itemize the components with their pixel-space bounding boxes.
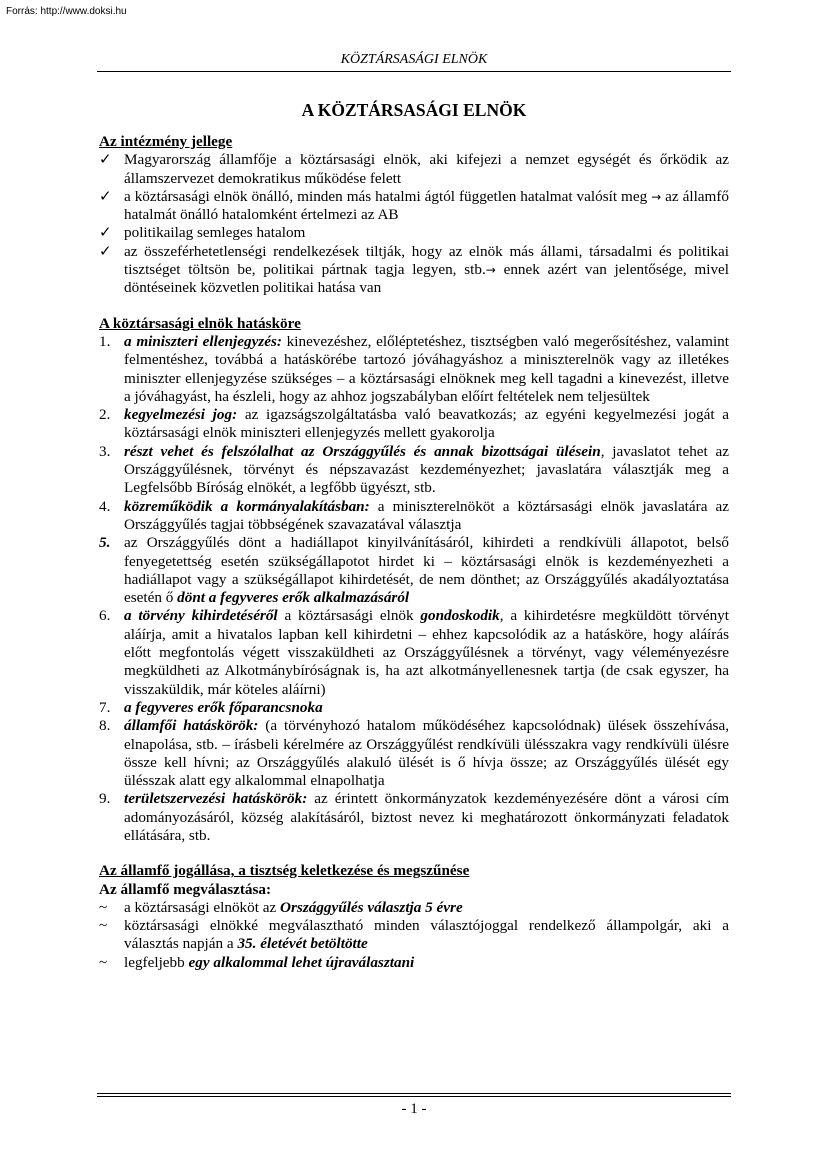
- page-number: - 1 -: [401, 1101, 427, 1117]
- section-heading-character: Az intézmény jellege: [99, 133, 233, 150]
- list-item: 8. államfői hatáskörök: (a törvényhozó hatalom működéséhez kapcsolódnak) ülések összehívása, elnapolása, stb. – írásbeli kérelmére az Országgyűlést rendkívüli ülésszakra vagy rendkívüli ülésre össze kell hívni; az Országgyűlés alakuló ülését is ő hívja össze; az Országgyűlés ülését egy ülésszak alatt egy alkalommal elnapolhatja: [99, 717, 730, 790]
- item-number: 7.: [99, 698, 111, 716]
- item-number: 1.: [99, 332, 111, 350]
- powers-list: [99, 333, 729, 845]
- list-item: 5. az Országgyűlés dönt a hadiállapot kinyilvánításáról, kihirdeti a rendkívüli állapotot, belső fenyegetettség esetén szükségállapotot hirdet ki – köztársasági elnök is kezdeményezheti a hadiállapot vagy a szükségállapot kihirdetését, de nem dönthet; az Országgyűlés akadályoztatása esetén ő dönt a fegyveres erők alkalmazásáról: [99, 534, 729, 607]
- check-icon: ✓: [99, 242, 112, 260]
- list-item: 1. a miniszteri ellenjegyzés: kinevezéshez, előléptetéshez, tisztségben való megerősítéshez, valamint felmentéshez, továbbá a hatáskörébe tartozó jóváhagyáshoz a miniszterelnök vagy az illetékes miniszter ellenjegyzése szükséges – a köztársasági elnöknek meg kell tagadni a kinevezést, illetve a jóváhagyást, ha észleli, hogy az ahhoz jogszabályban előírt feltételek nem teljesültek: [99, 332, 729, 405]
- list-item: ~ köztársasági elnökké megválasztható minden választójoggal rendelkező állampolgár, aki a választás napján a 35. életévét betöltötte: [99, 917, 729, 953]
- subsection-heading-election: Az államfő megválasztása:: [99, 880, 272, 898]
- check-icon: ✓: [99, 187, 112, 205]
- running-head: KÖZTÁRSASÁGI ELNÖK: [340, 52, 488, 67]
- list-item: 4. közreműködik a kormányalakításban: a miniszterelnököt a köztársasági elnök javaslatára az Országgyűlés tagjai többségének szavazatával választja: [99, 497, 729, 533]
- list-item: ✓ a köztársasági elnök önálló, minden más hatalmi ágtól független hatalmat valósít meg → az államfő hatalmát önálló hatalomként értelmezi az AB: [99, 187, 730, 224]
- list-item: 2. kegyelmezési jog: az igazságszolgáltatásba való beavatkozás; az egyéni kegyelmezési jogát a köztársasági elnök miniszteri ellenjegyzés mellett gyakorolja: [99, 406, 729, 442]
- source-url: Forrás: http://www.doksi.hu: [6, 6, 127, 17]
- arrow-right-icon: →: [651, 189, 662, 204]
- list-item: ~ a köztársasági elnököt az Országgyűlés választja 5 évre: [99, 898, 463, 916]
- item-number: 8.: [99, 717, 111, 735]
- footer-rule: [97, 1093, 731, 1097]
- list-item: ~ legfeljebb egy alkalommal lehet újraválasztani: [99, 953, 415, 971]
- item-number: 5.: [99, 534, 111, 552]
- list-item: 3. részt vehet és felszólalhat az Országgyűlés és annak bizottságai ülésein, javaslatot tehet az Országgyűlésnek, törvényt és népszavazást kezdeményezhet; javaslatára választják meg a Legfelsőbb Bíróság elnökét, a legfőbb ügyészt, stb.: [99, 442, 730, 497]
- check-icon: ✓: [99, 151, 112, 169]
- character-list: [99, 151, 729, 297]
- list-item: ✓ Magyarország államfője a köztársasági elnök, aki kifejezi a nemzet egységét és őrködik az államszervezet demokratikus működése felett: [99, 151, 729, 187]
- item-number: 9.: [99, 790, 111, 808]
- item-number: 4.: [99, 497, 111, 515]
- tilde-icon: ~: [99, 898, 108, 916]
- section-heading-status: Az államfő jogállása, a tisztség keletkezése és megszűnése: [99, 862, 470, 880]
- item-number: 2.: [99, 406, 111, 424]
- list-item: ✓ az összeférhetetlenségi rendelkezések tiltják, hogy az elnök más állami, társadalmi és politikai tisztséget töltsön be, politikai pártnak tagja legyen, stb.→ ennek azért van jelentősége, mivel döntéseinek közvetlen politikai hatása van: [99, 242, 730, 297]
- check-icon: ✓: [99, 224, 112, 242]
- list-item: 9. területszervezési hatáskörök: az érintett önkormányzatok kezdeményezésére dönt a városi cím adományozásáról, község alakításáról, biztost nevez ki meghatározott önkormányzati feladatok ellátására, stb.: [99, 790, 730, 844]
- item-number: 3.: [99, 442, 111, 460]
- header-rule: [97, 71, 731, 72]
- document-body: [99, 100, 729, 989]
- list-item: 7. a fegyveres erők főparancsnoka: [99, 698, 323, 716]
- election-list: [99, 899, 729, 972]
- tilde-icon: ~: [99, 917, 108, 935]
- tilde-icon: ~: [99, 953, 108, 971]
- list-item: 6. a törvény kihirdetéséről a köztársasági elnök gondoskodik, a kihirdetésre megküldött törvényt aláírja, amit a hivatalos lapban kell kihirdetni – ehhez kapcsolódik az a hatásköre, hogy aláírás előtt megfontolás végett visszaküldheti az Országgyűlésnek a törvényt, vagy véleményezésre megküldheti az Alkotmánybíróságnak is, ha azt alkotmányellenesnek tartja (de csak egyszer, ha visszaküldik, már köteles aláírni): [99, 607, 729, 698]
- page-title: A KÖZTÁRSASÁGI ELNÖK: [301, 100, 527, 120]
- list-item: ✓ politikailag semleges hatalom: [99, 224, 306, 242]
- section-heading-powers: A köztársasági elnök hatásköre: [99, 314, 301, 332]
- item-number: 6.: [99, 607, 111, 625]
- arrow-right-icon: →: [485, 263, 496, 278]
